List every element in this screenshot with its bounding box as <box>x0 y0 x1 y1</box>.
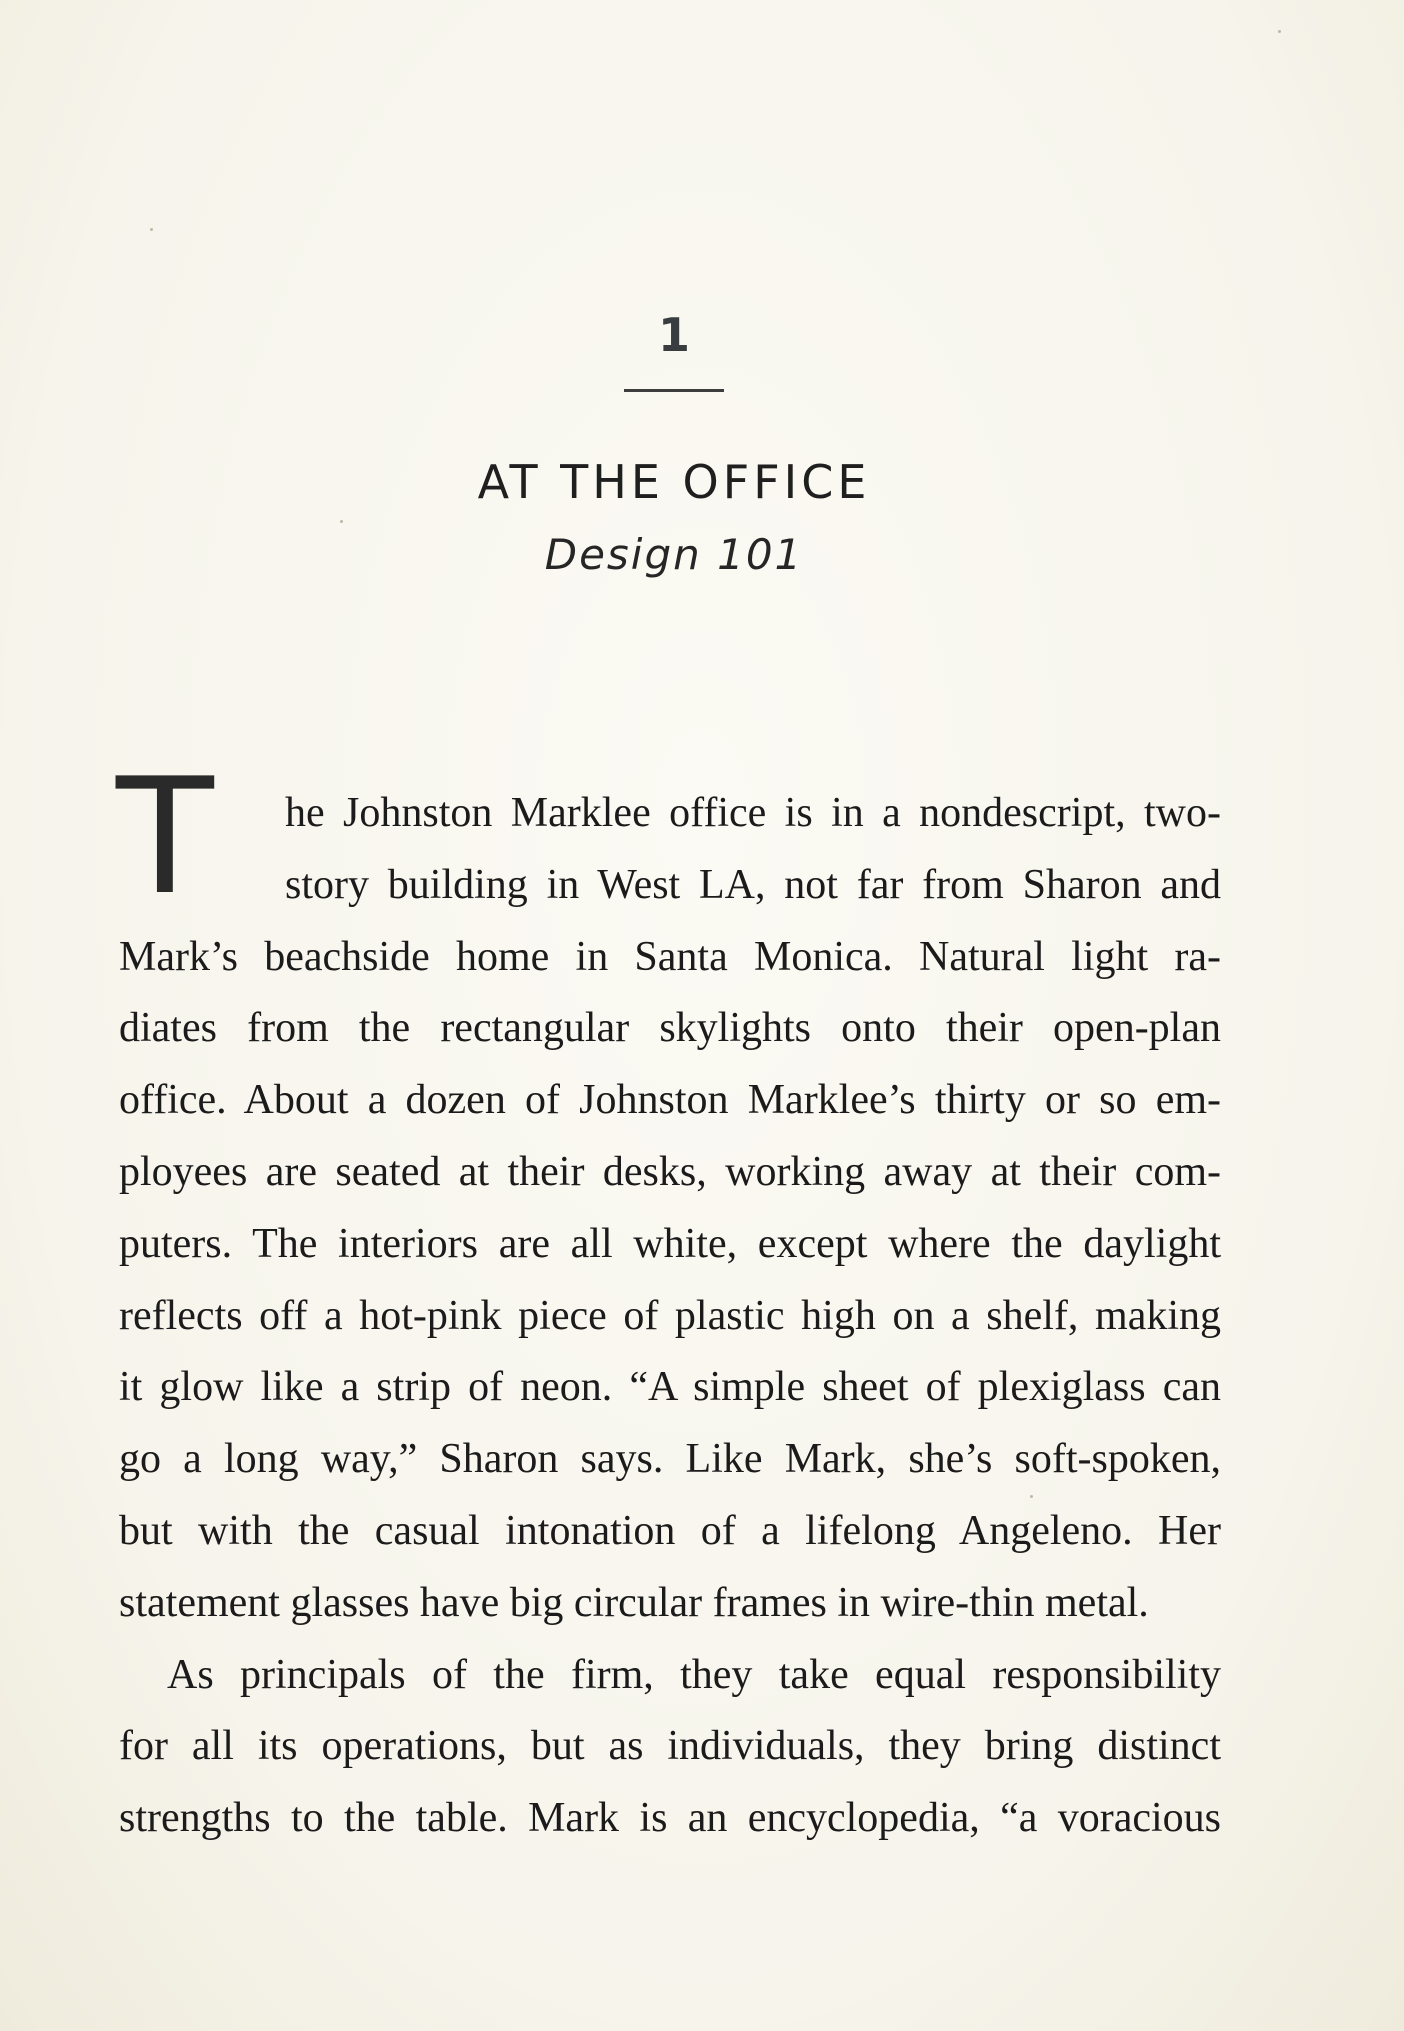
text-line: but with the casual intonation of a lifelong Angeleno. Her <box>119 1507 1221 1554</box>
text-line: Mark’s beachside home in Santa Monica. Natural light ra- <box>119 933 1221 980</box>
text-line: diates from the rectangular skylights onto their open-plan <box>119 1005 1221 1052</box>
text-line: it glow like a strip of neon. “A simple sheet of plexiglass can <box>119 1364 1221 1411</box>
chapter-rule <box>624 389 724 392</box>
paper-speck <box>1278 30 1281 33</box>
body-text <box>119 778 1221 1855</box>
text-line: As principals of the firm, they take equal responsibility <box>167 1651 1221 1698</box>
text-line: ployees are seated at their desks, working away at their com- <box>119 1148 1221 1195</box>
text-line: reflects off a hot-pink piece of plastic high on a shelf, making <box>119 1292 1221 1339</box>
text-line: for all its operations, but as individuals, they bring distinct <box>119 1723 1221 1770</box>
text-line: strengths to the table. Mark is an encyclopedia, “a voracious <box>119 1795 1221 1842</box>
text-line: puters. The interiors are all white, except where the daylight <box>119 1220 1221 1267</box>
drop-cap: T <box>116 743 214 930</box>
chapter-number: 1 <box>657 308 690 362</box>
text-line: statement glasses have big circular frames in wire-thin metal. <box>119 1579 1149 1626</box>
text-line: office. About a dozen of Johnston Marklee’s thirty or so em- <box>119 1077 1221 1124</box>
paper-speck <box>150 228 153 231</box>
chapter-title: AT THE OFFICE <box>477 455 871 509</box>
chapter-subtitle: Design 101 <box>544 530 804 579</box>
text-line: story building in West LA, not far from Sharon and <box>285 861 1221 908</box>
text-line: he Johnston Marklee office is in a nondescript, two- <box>285 790 1221 836</box>
text-line: go a long way,” Sharon says. Like Mark, she’s soft-spoken, <box>119 1436 1221 1483</box>
paper-speck <box>340 520 343 523</box>
